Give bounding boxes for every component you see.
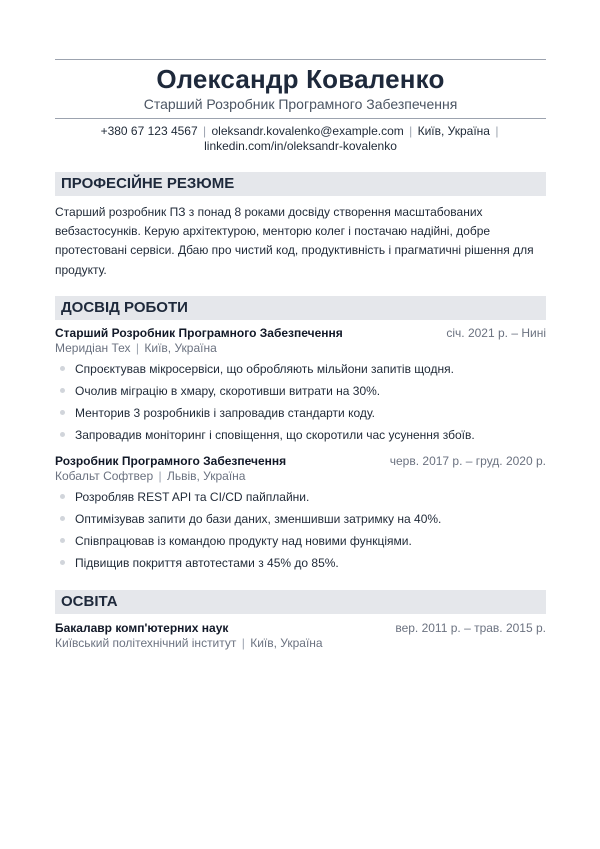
list-item: Підвищив покриття автотестами з 45% до 85%. <box>55 555 546 577</box>
top-divider <box>55 59 546 60</box>
email: oleksandr.kovalenko@example.com <box>211 124 404 138</box>
company-location: Київ, Україна <box>144 341 217 355</box>
school-location: Київ, Україна <box>250 636 323 650</box>
contact-info <box>55 124 546 154</box>
bullet-icon <box>60 366 65 371</box>
contact-line-2 <box>55 139 546 154</box>
degree: Бакалавр комп'ютерних наук <box>55 621 229 635</box>
bullet-icon <box>60 516 65 521</box>
separator: | <box>135 341 140 355</box>
list-item: Розробляв REST API та CI/CD пайплайни. <box>55 489 546 511</box>
bullet-icon <box>60 432 65 437</box>
job-dates: черв. 2017 р. – груд. 2020 р. <box>389 454 546 468</box>
job-dates: січ. 2021 р. – Нині <box>446 326 546 340</box>
job-bullets <box>55 489 546 577</box>
header-divider <box>55 118 546 119</box>
separator: | <box>203 124 207 138</box>
section-heading-experience: ДОСВІД РОБОТИ <box>55 296 546 320</box>
list-item: Співпрацював із командою продукту над новими функціями. <box>55 533 546 555</box>
separator: | <box>495 124 499 138</box>
bullet-icon <box>60 538 65 543</box>
job-company <box>55 469 245 483</box>
bullet-icon <box>60 410 65 415</box>
bullet-icon <box>60 388 65 393</box>
section-heading-education: ОСВІТА <box>55 590 546 614</box>
school-name: Київський політехнічний інститут <box>55 636 237 650</box>
summary-text: Старший розробник ПЗ з понад 8 роками досвіду створення масштабованих вебзастосунків. Керую архітектурою, менторю колег і постачаю надійні, добре протестовані сервіси. Дбаю про чистий код, продуктивність і прагматичні рішення для продукту. <box>55 205 534 277</box>
list-item: Менторив 3 розробників і запровадив стандарти коду. <box>55 405 546 427</box>
job-bullets <box>55 361 546 449</box>
list-item: Очолив міграцію в хмару, скоротивши витрати на 30%. <box>55 383 546 405</box>
job-company <box>55 341 217 355</box>
location: Київ, Україна <box>417 124 490 138</box>
job-title: Розробник Програмного Забезпечення <box>55 454 287 468</box>
phone: +380 67 123 4567 <box>100 124 198 138</box>
separator: | <box>241 636 245 650</box>
separator: | <box>409 124 413 138</box>
bullet-icon <box>60 560 65 565</box>
separator: | <box>158 469 162 483</box>
company-name: Кобальт Софтвер <box>55 469 154 483</box>
school <box>55 636 323 650</box>
job-title: Старший Розробник Програмного Забезпечення <box>55 326 343 340</box>
education-dates: вер. 2011 р. – трав. 2015 р. <box>395 621 546 635</box>
list-item: Запровадив моніторинг і сповіщення, що скоротили час усунення збоїв. <box>55 427 546 449</box>
contact-line-1 <box>55 124 546 139</box>
company-location: Львів, Україна <box>166 469 246 483</box>
list-item: Оптимізував запити до бази даних, зменшивши затримку на 40%. <box>55 511 546 533</box>
candidate-name: Олександр Коваленко <box>156 64 445 94</box>
linkedin-link: linkedin.com/in/oleksandr-kovalenko <box>204 139 397 153</box>
bullet-icon <box>60 494 65 499</box>
candidate-title: Старший Розробник Програмного Забезпечення <box>143 96 458 112</box>
company-name: Меридіан Тех <box>55 341 131 355</box>
section-heading-summary: ПРОФЕСІЙНЕ РЕЗЮМЕ <box>55 172 546 196</box>
list-item: Спроєктував мікросервіси, що обробляють мільйони запитів щодня. <box>55 361 546 383</box>
